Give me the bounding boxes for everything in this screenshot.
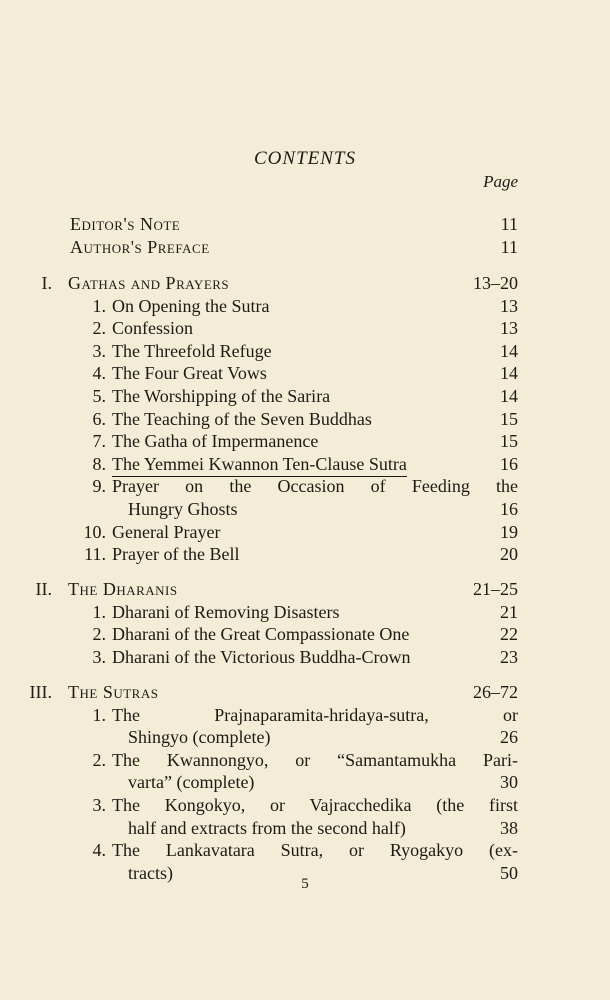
front-matter-page: 11 — [500, 214, 518, 234]
entry-page: 14 — [500, 363, 518, 384]
entry-number: 3. — [92, 340, 106, 361]
entry-page: 38 — [500, 817, 518, 838]
entry-title-line: Dharani of Removing Disasters — [112, 601, 340, 622]
entry-title-line: The Lankavatara Sutra, or Ryogakyo (ex- — [112, 840, 518, 861]
page-title: CONTENTS — [254, 148, 356, 169]
entry-page: 13 — [500, 318, 518, 339]
entry-page: 22 — [500, 624, 518, 645]
section-pages: 13–20 — [473, 273, 518, 293]
section-title: The Dharanis — [68, 579, 178, 599]
entry-number: 2. — [92, 318, 106, 339]
entry-title-line: The Kwannongyo, or “Samantamukha Pari- — [112, 749, 518, 770]
section-pages: 21–25 — [473, 579, 518, 599]
entry-title-line: General Prayer — [112, 521, 221, 542]
section-roman-numeral: III. — [29, 682, 52, 702]
entry-page: 13 — [500, 295, 518, 316]
section-title: Gathas and Prayers — [68, 273, 230, 293]
entry-number: 2. — [92, 624, 106, 645]
entry-number: 11. — [84, 544, 106, 565]
entry-page: 23 — [500, 646, 518, 667]
entry-number: 4. — [92, 840, 106, 861]
entry-number: 1. — [92, 704, 106, 725]
entry-title-line: The Four Great Vows — [112, 363, 267, 384]
entry-title-line: Prayer of the Bell — [112, 544, 240, 565]
entry-number: 2. — [92, 749, 106, 770]
entry-title-line: tracts) — [128, 862, 173, 883]
entry-title-line: The Gatha of Impermanence — [112, 431, 319, 452]
entry-page: 15 — [500, 408, 518, 429]
entry-title-line: The Worshipping of the Sarira — [112, 386, 331, 406]
entry-number: 4. — [92, 363, 106, 384]
entry-number: 5. — [92, 386, 106, 406]
section-roman-numeral: II. — [35, 579, 52, 599]
entry-title-line: Hungry Ghosts — [128, 498, 238, 519]
entry-title-line: The Prajnaparamita-hridaya-sutra, or — [112, 704, 518, 725]
entry-title-line: Confession — [112, 318, 193, 339]
entry-page: 19 — [500, 521, 518, 542]
entry-number: 3. — [92, 646, 106, 667]
entry-number: 7. — [92, 431, 106, 452]
entry-number: 6. — [92, 408, 106, 429]
page-column-label: Page — [483, 172, 518, 191]
entry-title-line: The Yemmei Kwannon Ten-Clause Sutra — [112, 453, 407, 477]
entry-page: 50 — [500, 862, 518, 883]
entry-number: 10. — [83, 521, 106, 542]
entry-page: 21 — [500, 601, 518, 622]
entry-title-line: The Threefold Refuge — [112, 340, 272, 361]
entry-title-line: half and extracts from the second half) — [128, 817, 406, 838]
entry-title-line: varta” (complete) — [128, 772, 255, 793]
entry-page: 15 — [500, 431, 518, 452]
entry-title-line: Dharani of the Victorious Buddha-Crown — [112, 646, 411, 667]
front-matter-label: Editor's Note — [70, 214, 181, 234]
entry-title-line: On Opening the Sutra — [112, 295, 270, 316]
entry-title-line: Prayer on the Occasion of Feeding the — [112, 476, 518, 497]
entry-page: 20 — [500, 544, 518, 565]
section-title: The Sutras — [68, 682, 159, 702]
entry-number: 3. — [92, 795, 106, 815]
entry-page: 16 — [500, 453, 518, 474]
front-matter-label: Author's Preface — [70, 237, 210, 257]
page-number: 5 — [301, 876, 309, 892]
entry-title-line: The Kongokyo, or Vajracchedika (the first — [112, 795, 518, 815]
entry-number: 1. — [92, 295, 106, 316]
entry-title-line: Shingyo (complete) — [128, 727, 271, 748]
entry-page: 14 — [500, 340, 518, 361]
entry-page: 14 — [500, 386, 518, 406]
entry-page: 26 — [500, 727, 518, 748]
entry-page: 30 — [500, 772, 518, 793]
section-pages: 26–72 — [473, 682, 518, 702]
section-roman-numeral: I. — [41, 273, 52, 293]
entry-title-line: The Teaching of the Seven Buddhas — [112, 408, 372, 429]
entry-number: 8. — [92, 453, 106, 474]
entry-number: 1. — [92, 601, 106, 622]
entry-title-line: Dharani of the Great Compassionate One — [112, 624, 410, 645]
front-matter-page: 11 — [500, 237, 518, 257]
entry-number: 9. — [92, 476, 106, 497]
entry-page: 16 — [500, 498, 518, 519]
